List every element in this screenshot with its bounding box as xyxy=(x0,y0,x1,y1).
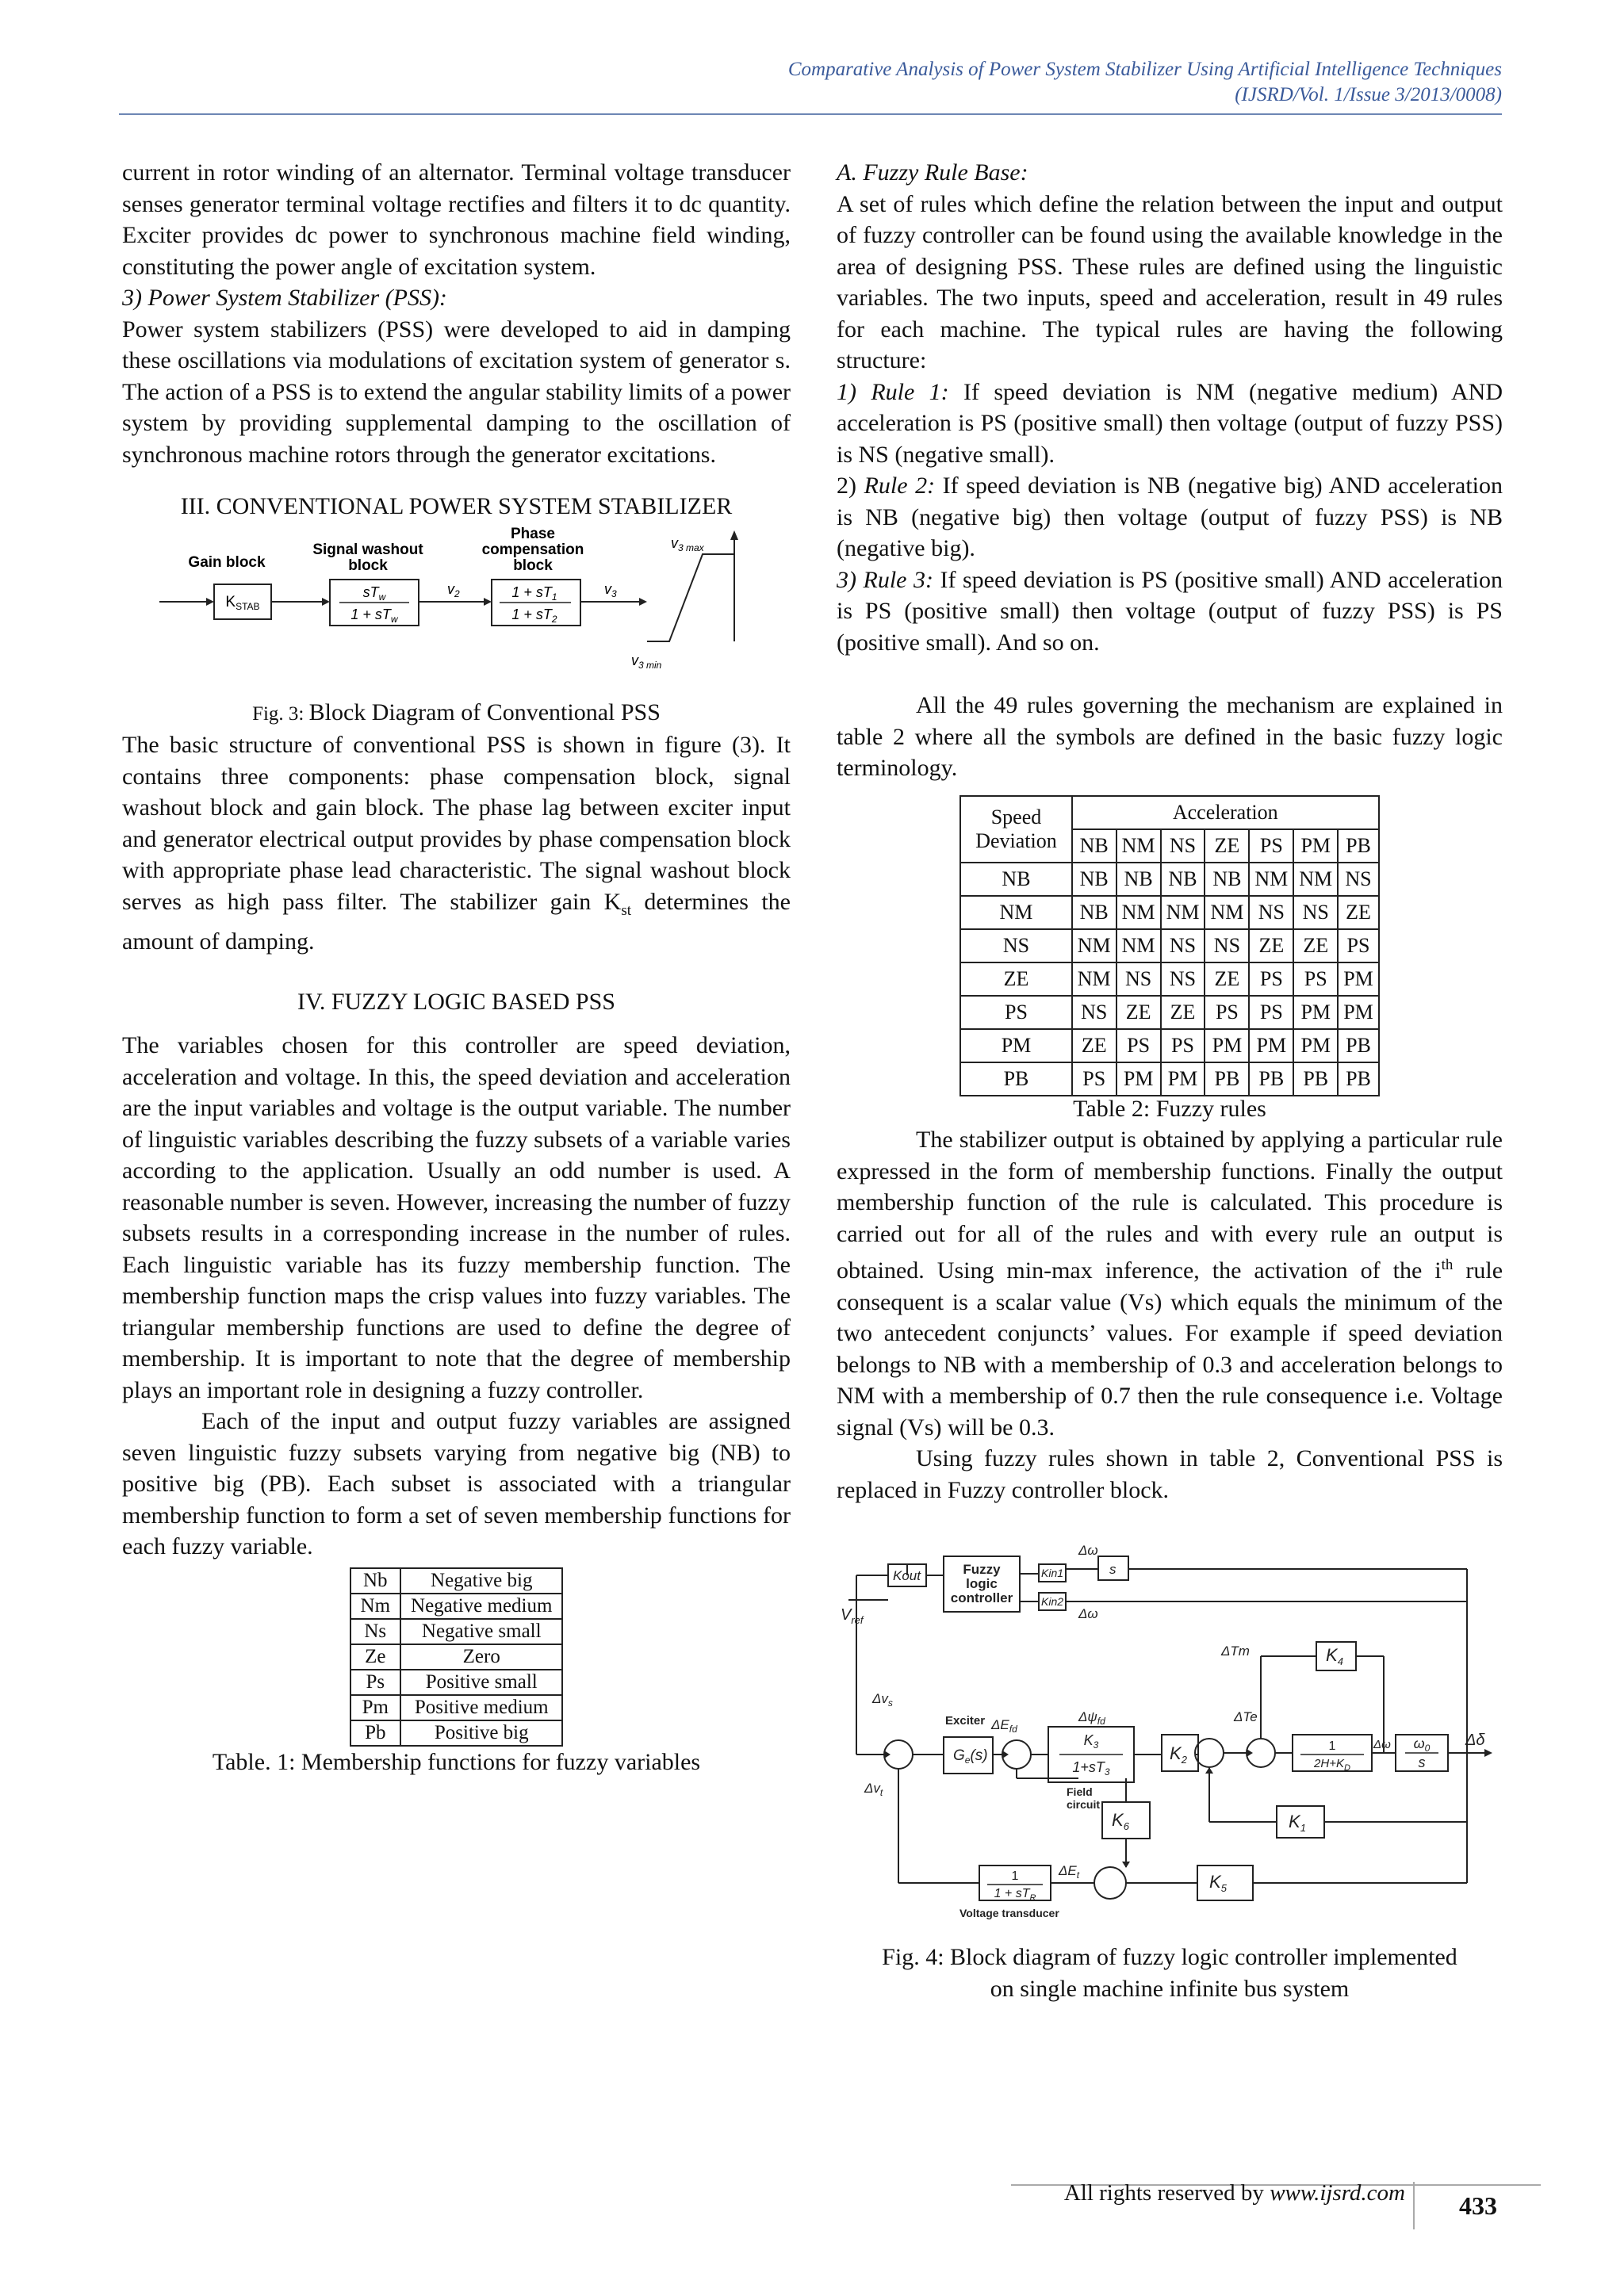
header-title: Comparative Analysis of Power System Stabilizer Using Artificial Intelligence Techniques xyxy=(787,59,1502,80)
table-row xyxy=(960,996,1379,1029)
corner-header: Speed Deviation xyxy=(960,796,1072,863)
svg-text:1: 1 xyxy=(1328,1739,1336,1753)
svg-text:K2: $K_2$ xyxy=(1170,1743,1187,1766)
svg-text:Fuzzy: Fuzzy xyxy=(963,1562,1001,1577)
table-cell: PS xyxy=(1338,929,1379,962)
rule-2: 2) Rule 2: If speed deviation is NB (negative big) AND acceleration is NB (negative big) then voltage (output of fuzzy PSS) is NB (negative big). xyxy=(837,473,1503,561)
table-cell: NM xyxy=(1116,929,1161,962)
svg-text:logic: logic xyxy=(966,1576,998,1591)
column-header: ZE xyxy=(1205,829,1249,863)
table-cell: NM xyxy=(1072,962,1116,996)
svg-text:1 + sTw: $1 + sT_w$ xyxy=(350,606,398,625)
table-row xyxy=(350,1695,563,1720)
svg-text:s: s xyxy=(1418,1755,1426,1770)
table-cell: Positive big xyxy=(400,1720,562,1746)
table-cell: NB xyxy=(1072,863,1116,896)
table-cell: PM xyxy=(1293,996,1338,1029)
left-column xyxy=(122,157,791,1777)
svg-text:Kout: Kout xyxy=(893,1568,921,1583)
table-cell: ZE xyxy=(1116,996,1161,1029)
table-cell: NS xyxy=(1338,863,1379,896)
svg-text:ΔTe: ΔTe xyxy=(1234,1709,1258,1724)
table-2-fuzzy-rules xyxy=(959,795,1380,1096)
svg-text:1 + sT1: $1 + sT_1$ xyxy=(511,584,557,603)
svg-text:v3 max: $v_{3 max}$ xyxy=(670,534,704,553)
svg-text:Kin1: Kin1 xyxy=(1041,1567,1064,1579)
subsection-pss: 3) Power System Stabilizer (PSS): xyxy=(122,285,447,311)
table-cell: PS xyxy=(1161,1029,1205,1062)
svg-text:ΔEt: $\Delta E_t$ xyxy=(1059,1863,1080,1881)
svg-text:Phase: Phase xyxy=(510,525,555,542)
table-row xyxy=(350,1644,563,1670)
table-cell: Nb xyxy=(350,1568,401,1594)
table-cell: Positive medium xyxy=(400,1695,562,1720)
table-row xyxy=(960,863,1379,896)
svg-text:s: s xyxy=(1109,1562,1116,1577)
svg-text:block: block xyxy=(512,557,553,574)
svg-text:K5: $K_5$ xyxy=(1209,1872,1227,1894)
svg-text:ΔEfd: $\Delta E_{fd}$ xyxy=(991,1717,1017,1735)
table-cell: PS xyxy=(1072,1062,1116,1096)
column-header: PM xyxy=(1293,829,1338,863)
page-number: 433 xyxy=(1413,2182,1542,2229)
svg-text:v3: $v_3$ xyxy=(603,580,617,599)
svg-text:1 + sT2: $1 + sT_2$ xyxy=(511,606,557,625)
column-header: NB xyxy=(1072,829,1116,863)
table-cell: PM xyxy=(1293,1029,1338,1062)
table-cell: NS xyxy=(1205,929,1249,962)
table-cell: NM xyxy=(1072,929,1116,962)
svg-text:Δδ: Δδ xyxy=(1465,1732,1485,1749)
svg-text:K3: $K_3$ xyxy=(1083,1732,1099,1751)
left-paragraph-1: current in rotor winding of an alternator. Terminal voltage transducer senses generator terminal voltage rectifies and filters it to dc quantity. Exciter provides dc power to synchronous machine field winding, constituting the power angle of excitation system. xyxy=(122,159,791,280)
table-cell: Nm xyxy=(350,1594,401,1619)
table-cell: PS xyxy=(1293,962,1338,996)
section-4-heading: IV. FUZZY LOGIC BASED PSS xyxy=(297,988,615,1015)
table-cell: NS xyxy=(1072,996,1116,1029)
table-cell: PM xyxy=(1338,996,1379,1029)
row-header: PB xyxy=(960,1062,1072,1096)
table-cell: NS xyxy=(1161,962,1205,996)
table-cell: ZE xyxy=(1205,962,1249,996)
table-cell: NM xyxy=(1293,863,1338,896)
table-cell: PB xyxy=(1205,1062,1249,1096)
limiter-curve xyxy=(647,554,734,641)
table-2-caption: Table 2: Fuzzy rules xyxy=(1073,1095,1266,1122)
table-cell: ZE xyxy=(1249,929,1293,962)
table-row xyxy=(960,929,1379,962)
table-cell: PM xyxy=(1205,1029,1249,1062)
table-row xyxy=(350,1568,563,1594)
table-cell: Positive small xyxy=(400,1670,562,1695)
table-cell: Pb xyxy=(350,1720,401,1746)
row-header: PS xyxy=(960,996,1072,1029)
svg-text:Ge(s): $G_e(s)$ xyxy=(953,1747,988,1766)
subsection-fuzzy-rule-base: A. Fuzzy Rule Base: xyxy=(837,159,1028,186)
svg-text:K6: $K_6$ xyxy=(1112,1810,1129,1832)
svg-text:1: 1 xyxy=(1011,1869,1019,1883)
svg-text:Δω: Δω xyxy=(1078,1606,1098,1621)
table-cell: NS xyxy=(1293,896,1338,929)
svg-text:K4: $K_4$ xyxy=(1326,1645,1343,1667)
table-cell: PM xyxy=(1116,1062,1161,1096)
gain-block-label: Gain block xyxy=(187,553,266,571)
column-header: NM xyxy=(1116,829,1161,863)
svg-text:Field: Field xyxy=(1067,1785,1093,1798)
svg-text:Δψfd: $\Delta\psi_{fd}$ xyxy=(1078,1709,1105,1727)
table-cell: NB xyxy=(1161,863,1205,896)
right-paragraph-4: Using fuzzy rules shown in table 2, Conventional PSS is replaced in Fuzzy controller block. xyxy=(837,1445,1503,1503)
table-cell: Negative medium xyxy=(400,1594,562,1619)
table-cell: Zero xyxy=(400,1644,562,1670)
left-paragraph-4: The variables chosen for this controller are speed deviation, acceleration and voltage. In this, the speed deviation and acceleration are the input variables and voltage is the output variable. The number of linguistic variables describing the fuzzy subsets of a variable varies according to the application. Usually an odd number is used. A reasonable number is seven. However, increasing the number of fuzzy subsets results in a corresponding increase in the number of rules. Each linguistic variable has its fuzzy membership function. The membership function maps the crisp values into fuzzy variables. The triangular membership functions are used to define the degree of membership. It is important to note that the degree of membership plays an important role in designing a fuzzy controller. xyxy=(122,1032,791,1403)
table-cell: Negative small xyxy=(400,1619,562,1644)
table-row xyxy=(960,896,1379,929)
right-paragraph-2: All the 49 rules governing the mechanism are explained in table 2 where all the symbols are defined in the basic fuzzy logic terminology. xyxy=(837,692,1503,781)
svg-text:Δvs: $\Delta v_s$ xyxy=(872,1691,893,1709)
table-cell: NB xyxy=(1205,863,1249,896)
rule-3: 3) Rule 3: If speed deviation is PS (positive small) AND acceleration is PS (positive small) then voltage (output of fuzzy PSS) is PS (positive small). And so on. xyxy=(837,566,1503,656)
row-header: NM xyxy=(960,896,1072,929)
table-cell: NS xyxy=(1249,896,1293,929)
column-header: PB xyxy=(1338,829,1379,863)
table-cell: Ze xyxy=(350,1644,401,1670)
table-cell: PM xyxy=(1249,1029,1293,1062)
rule-1: 1) Rule 1: If speed deviation is NM (negative medium) AND acceleration is PS (positive small) then voltage (output of fuzzy PSS) is NS (negative small). xyxy=(837,378,1503,468)
svg-text:Exciter: Exciter xyxy=(945,1714,986,1728)
right-column xyxy=(837,157,1503,2004)
table-row xyxy=(960,962,1379,996)
svg-text:controller: controller xyxy=(950,1590,1013,1605)
table-cell: Negative big xyxy=(400,1568,562,1594)
table-cell: Ps xyxy=(350,1670,401,1695)
table-cell: PS xyxy=(1249,962,1293,996)
header-rule xyxy=(119,113,1502,115)
svg-text:sTw: $sT_w$ xyxy=(362,584,385,603)
svg-text:ω0: $\omega_0$ xyxy=(1413,1735,1431,1754)
table-cell: NM xyxy=(1249,863,1293,896)
running-header xyxy=(788,57,1502,108)
footer-copyright: All rights reserved by www.ijsrd.com xyxy=(1063,2180,1405,2206)
row-header: PM xyxy=(960,1029,1072,1062)
table-cell: Ns xyxy=(350,1619,401,1644)
svg-text:compensation: compensation xyxy=(481,541,584,558)
table-row xyxy=(350,1594,563,1619)
right-paragraph-3: The stabilizer output is obtained by applying a particular rule expressed in the form of membership functions. Finally the output membership function of the rule is calculated. This procedure is carried out for all of the rules and with every rule an output is obtained. Using min-max inference, the activation of the $i^{th}$ rule consequent is a scalar value (Vs) which equals the minimum of the two antecedent conjuncts’ values. For example if speed deviation belongs to NB with a membership of 0.3 and acceleration belongs to NM with a membership of 0.7 then the rule consequence i.e. Voltage signal (Vs) will be 0.3. xyxy=(837,1127,1503,1441)
table-cell: PB xyxy=(1249,1062,1293,1096)
table-cell: NM xyxy=(1205,896,1249,929)
left-paragraph-3: The basic structure of conventional PSS is shown in figure (3). It contains three components: phase compensation block, signal washout block and gain block. The phase lag between exciter input and generator electrical output provides by phase compensation block with appropriate phase lead characteristic. The signal washout block serves as high pass filter. The stabilizer gain $K_{st}$ determines the amount of damping. xyxy=(122,732,791,955)
column-header: PS xyxy=(1249,829,1293,863)
svg-text:v3 min: $v_{3 min}$ xyxy=(630,652,661,671)
table-row xyxy=(350,1619,563,1644)
row-header: ZE xyxy=(960,962,1072,996)
section-3-heading: III. CONVENTIONAL POWER SYSTEM STABILIZER xyxy=(180,493,733,519)
svg-text:1 + sTR: $1 + sT_R$ xyxy=(994,1887,1036,1903)
acceleration-header: Acceleration xyxy=(1072,796,1379,829)
svg-text:2H+KD: $2H+K_D$ xyxy=(1314,1757,1350,1773)
table-cell: PS xyxy=(1249,996,1293,1029)
svg-text:Δω: Δω xyxy=(1373,1738,1391,1751)
table-cell: PS xyxy=(1116,1029,1161,1062)
table-row xyxy=(350,1670,563,1695)
svg-text:Δω: Δω xyxy=(1078,1543,1098,1558)
row-header: NB xyxy=(960,863,1072,896)
svg-text:v2: $v_2$ xyxy=(446,580,460,599)
table-cell: PB xyxy=(1293,1062,1338,1096)
row-header: NS xyxy=(960,929,1072,962)
table-cell: PB xyxy=(1338,1029,1379,1062)
table-cell: PB xyxy=(1338,1062,1379,1096)
svg-text:block: block xyxy=(347,557,388,574)
table-1-caption: Table. 1: Membership functions for fuzzy variables xyxy=(212,1748,701,1775)
table-cell: NM xyxy=(1116,896,1161,929)
left-paragraph-5: Each of the input and output fuzzy variables are assigned seven linguistic fuzzy subsets varying from negative big (NB) to positive big (PB). Each subset is associated with a triangular membership function to form a set of seven membership functions for each fuzzy variable. xyxy=(122,1408,791,1559)
table-cell: NB xyxy=(1116,863,1161,896)
right-paragraph-1: A set of rules which define the relation between the input and output of fuzzy controller can be found using the available knowledge in the area of designing PSS. These rules are defined using the linguistic variables. The two inputs, speed and acceleration, result in 49 rules for each machine. The typical rules are having the following structure: xyxy=(837,190,1503,373)
svg-text:Δvt: $\Delta v_t$ xyxy=(864,1781,883,1798)
svg-text:Voltage transducer: Voltage transducer xyxy=(959,1907,1059,1919)
table-1-membership xyxy=(350,1567,564,1747)
left-paragraph-2: Power system stabilizers (PSS) were developed to aid in damping these oscillations via modulations of excitation system of generator s. The action of a PSS is to extend the angular stability limits of a power system by providing supplemental damping to the oscillation of synchronous machine rotors through the generator excitations. xyxy=(122,316,791,468)
table-cell: PM xyxy=(1161,1062,1205,1096)
footer-url: www.ijsrd.com xyxy=(1270,2180,1405,2206)
svg-text:ΔTm: ΔTm xyxy=(1221,1644,1250,1659)
table-cell: ZE xyxy=(1072,1029,1116,1062)
figure-3-conventional-pss xyxy=(155,522,758,673)
svg-text:K1: $K_1$ xyxy=(1289,1812,1306,1834)
column-header: NS xyxy=(1161,829,1205,863)
table-row xyxy=(960,1029,1379,1062)
figure-4-caption: Fig. 4: Block diagram of fuzzy logic controller implemented on single machine infinite bus system xyxy=(882,1944,1457,2002)
table-cell: NB xyxy=(1072,896,1116,929)
table-cell: PM xyxy=(1338,962,1379,996)
figure-3-caption: Fig. 3: Block Diagram of Conventional PSS xyxy=(252,698,661,725)
svg-text:1+sT3: $1+sT_3$ xyxy=(1072,1759,1110,1777)
svg-text:Signal washout: Signal washout xyxy=(312,541,423,558)
svg-text:circuit: circuit xyxy=(1067,1798,1101,1811)
table-row xyxy=(960,1062,1379,1096)
table-cell: PS xyxy=(1205,996,1249,1029)
table-cell: NS xyxy=(1116,962,1161,996)
table-cell: NM xyxy=(1161,896,1205,929)
table-cell: ZE xyxy=(1161,996,1205,1029)
table-cell: ZE xyxy=(1293,929,1338,962)
table-cell: ZE xyxy=(1338,896,1379,929)
table-cell: Pm xyxy=(350,1695,401,1720)
table-row xyxy=(350,1720,563,1746)
svg-text:Vref: $V_{ref}$ xyxy=(841,1606,864,1626)
header-journal: (IJSRD/Vol. 1/Issue 3/2013/0008) xyxy=(1235,84,1502,105)
figure-4-fuzzy-smib xyxy=(841,1540,1499,1937)
svg-text:Kin2: Kin2 xyxy=(1041,1595,1064,1608)
table-cell: NS xyxy=(1161,929,1205,962)
svg-text:KSTAB: $K_{STAB}$ xyxy=(224,593,260,612)
